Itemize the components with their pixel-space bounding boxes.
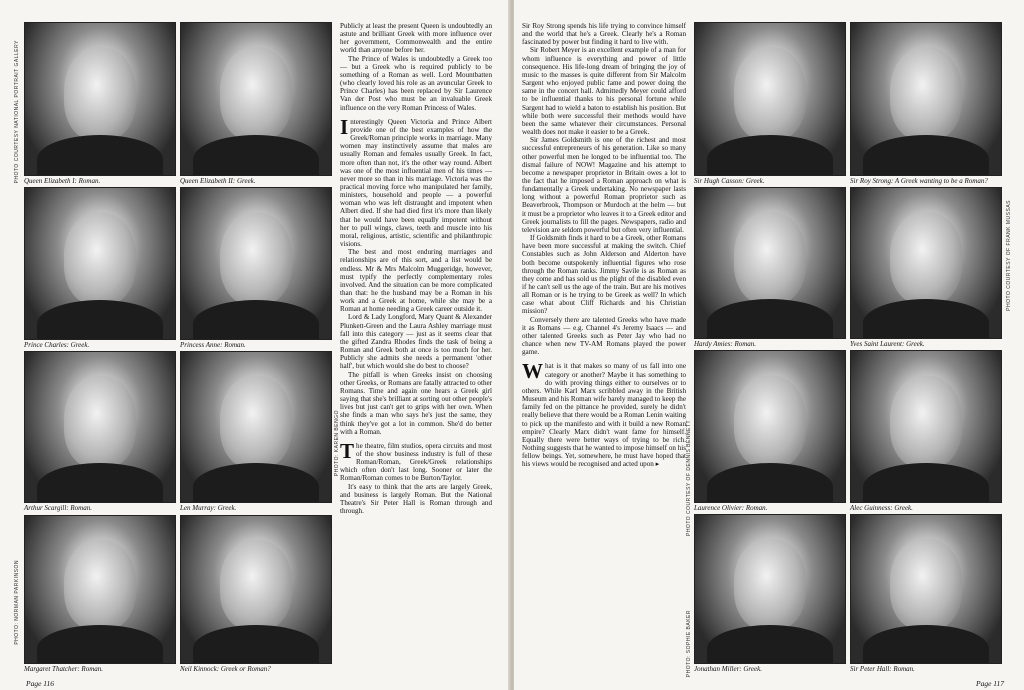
photo-alec-guinness <box>850 350 1002 503</box>
photo-queen-elizabeth-i <box>24 22 176 176</box>
photo-margaret-thatcher <box>24 515 176 664</box>
credit-norman: PHOTO: NORMAN PARKINSON <box>14 560 20 645</box>
credit-dennis: PHOTO COURTESY OF DENNIS BENNETT <box>686 420 692 537</box>
paragraph: Sir Roy Strong spends his life trying to convince himself and the world that he's a Greek. Clearly he's a Roman fascinated by power but finding it hard to live with. <box>522 22 686 47</box>
caption-7: Neil Kinnock: Greek or Roman? <box>180 665 271 673</box>
photo-neil-kinnock <box>180 515 332 664</box>
photo-prince-charles <box>24 187 176 340</box>
paragraph: Lord & Lady Longford, Mary Quant & Alexander Plunkett-Green and the Laura Ashley marriage must fall into this category — just as it seems clear that the gifted Zandra Rhodes finds the task of being a Roman and Greek both at once is too much for her. Publicly she admits she needs a permanent 'other half', but which would she do best to choose? <box>340 313 492 371</box>
paragraph: Publicly at least the present Queen is undoubtedly an astute and brilliant Greek with more influence over her government, Commonwealth and the entire world than anyone before her. <box>340 22 492 55</box>
paragraph: Interestingly Queen Victoria and Prince Albert provide one of the best examples of how the Greek/Roman principle works in marriage. Many women may instinctively assume that males are usually Roman and females usually Greek. In fact, more often than not, it's the other way round. Albert was one of the most influential men of his times — never more so than in his marriage. Victoria was the practical moving force who manipulated her family, ministers, household and people — a powerful woman who was left distraught and impotent when Albert died. If she had died first it's more than likely that he would have been equally impotent without her to pull wings, claws, teeth and muscle into his moral, religious, artistic, scientific and philanthropic visions. <box>340 114 492 249</box>
photo-queen-elizabeth-ii <box>180 22 332 176</box>
caption-3: Princess Anne: Roman. <box>180 341 246 349</box>
paragraph: The theatre, film studios, opera circuits and most of the show business industry is full of these Roman/Roman, Greek/Greek relationships which often don't last long. Sooner or later the Roman/Roman comes to be Burton/Taylor. <box>340 438 492 483</box>
paragraph: What is it that makes so many of us fall into one category or another? Maybe it has something to do with proving things either to ourselves or to others. While Karl Marx scribbled away in the British Museum and his Roman wife barely managed to keep the family fed on the pittance he provided, surely he didn't really believe that there would be a Roman Lenin waiting to pick up the manifesto and with it build a new Roman empire? Clearly Marx didn't want fame for himself. Equally there were better ways of trying to be rich. Nothing suggests that he wanted to impose himself on his fellow beings. Yet, somewhere, he must have hoped that his views would be recognised and acted upon ▸ <box>522 359 686 469</box>
caption-2: Prince Charles: Greek. <box>24 341 90 349</box>
photo-hugh-casson <box>694 22 846 176</box>
paragraph: Sir Robert Meyer is an excellent example of a man for whom influence is everything and power of little consequence. His life-long dream of bringing the joy of music to the masses is quite different from Sir Malcolm Sargent who enjoyed public fame and power doing the same in the concert hall. Admittedly Meyer could afford to be influential thanks to his personal fortune while Sargent had to wield a baton to establish his position. But while both were successful their methods would have been the same whatever their circumstances. Personal wealth does not make it easier to be a Greek. <box>522 46 686 137</box>
caption-3: Yves Saint Laurent: Greek. <box>850 340 925 348</box>
caption-0: Queen Elizabeth I: Roman. <box>24 177 101 185</box>
page-number: Page 116 <box>26 679 54 688</box>
caption-6: Jonathan Miller: Greek. <box>694 665 762 673</box>
article-column-right <box>522 22 686 677</box>
caption-1: Queen Elizabeth II: Greek. <box>180 177 256 185</box>
paragraph: Sir James Goldsmith is one of the richest and most successful entrepreneurs of his generation. Like so many other powerful men he longed to be influential too. The dismal failure of NOW! Magazine and his attempt to become a newspaper proprietor in Britain owes a lot to the fact that he imposed a Roman approach on what is fundamentally a Greek undertaking. No newspaper lasts long without a powerful Roman proprietor such as Beaverbrook, Thompson or Murdoch at the helm — but it must be a proprietor who leaves it to a Greek editor and Greek journalists to fill the pages. Newspapers, radio and television are seldom powerful but often very influential. <box>522 136 686 234</box>
page-number: Page 117 <box>976 679 1004 688</box>
caption-7: Sir Peter Hall: Roman. <box>850 665 915 673</box>
paragraph: Conversely there are talented Greeks who have made it as Romans — e.g. Channel 4's Jeremy Isaacs — and other talented Greeks such as Peter Jay who had no chance when new TV-AM Romans played the power game. <box>522 315 686 357</box>
credit-bengo: PHOTO: KAREN BENGO <box>334 410 340 477</box>
photo-peter-hall <box>850 514 1002 664</box>
article-column-left <box>340 22 492 672</box>
caption-4: Laurence Olivier: Roman. <box>694 504 768 512</box>
credit-mulle: PHOTO COURTESY OF FRANK MUSSAS <box>1006 200 1012 311</box>
caption-4: Arthur Scargill: Roman. <box>24 504 92 512</box>
photo-yves-saint-laurent <box>850 187 1002 339</box>
photo-len-murray <box>180 351 332 503</box>
paragraph: The best and most enduring marriages and relationships are of this sort, and a list would be endless. Mr & Mrs Malcolm Muggeridge, however, must typify the perfectly complementary roles involved. And the situation can be more complicated than that: he the husband may be a Roman in his work and a Greek at home, while she may be a Roman at home needing a Greek career outside it. <box>340 248 492 314</box>
caption-2: Hardy Amies: Roman. <box>694 340 757 348</box>
photo-hardy-amies <box>694 187 846 339</box>
paragraph: The Prince of Wales is undoubtedly a Greek too — but a Greek who is required publicly to be something of a Roman as well. Lord Mountbatten (who clearly loved his role as an avuncular Greek to Prince Charles) has been replaced by Sir Laurence Van der Post who must be an invaluable Greek influence on the very Roman Princess of Wales. <box>340 54 492 112</box>
caption-5: Len Murray: Greek. <box>180 504 237 512</box>
paragraph: The pitfall is when Greeks insist on choosing other Greeks, or Romans are fatally attracted to other Romans. Time and again one hears a Greek girl saying that she's brilliant at sorting out other people's lives but just can't get to grips with her own. When she finds a man who says he's just the same, they think they've got a lot in common. She'd do better with a Roman. <box>340 370 492 436</box>
caption-6: Margaret Thatcher: Roman. <box>24 665 103 673</box>
credit-lesser: PHOTO: SOPHIE BAKER <box>686 610 692 678</box>
photo-roy-strong <box>850 22 1002 176</box>
right-page <box>514 0 1024 690</box>
caption-5: Alec Guinness: Greek. <box>850 504 913 512</box>
photo-arthur-scargill <box>24 351 176 503</box>
photo-princess-anne <box>180 187 332 340</box>
caption-1: Sir Roy Strong: A Greek wanting to be a Roman? <box>850 177 988 185</box>
left-page <box>0 0 510 690</box>
paragraph: It's easy to think that the arts are largely Greek, and business is largely Roman. But the National Theatre's Sir Peter Hall is Roman through and through. <box>340 482 492 516</box>
photo-laurence-olivier <box>694 350 846 503</box>
caption-0: Sir Hugh Casson: Greek. <box>694 177 765 185</box>
photo-jonathan-miller <box>694 514 846 664</box>
credit-npg: PHOTO COURTESY NATIONAL PORTRAIT GALLERY <box>14 40 20 184</box>
paragraph: If Goldsmith finds it hard to be a Greek, other Romans have been more successful at making the switch. Chief Constables such as John Alderson and Alderton have both become outspokenly influential figures who rose through the Roman ranks. Jimmy Savile is as Roman as they come and has sold us the plight of the disabled even if he can't sell us the age of the train. But are his motives all Roman or is he trying to be Greek as well? In which case what about Cliff Richards and his Christian mission? <box>522 234 686 316</box>
